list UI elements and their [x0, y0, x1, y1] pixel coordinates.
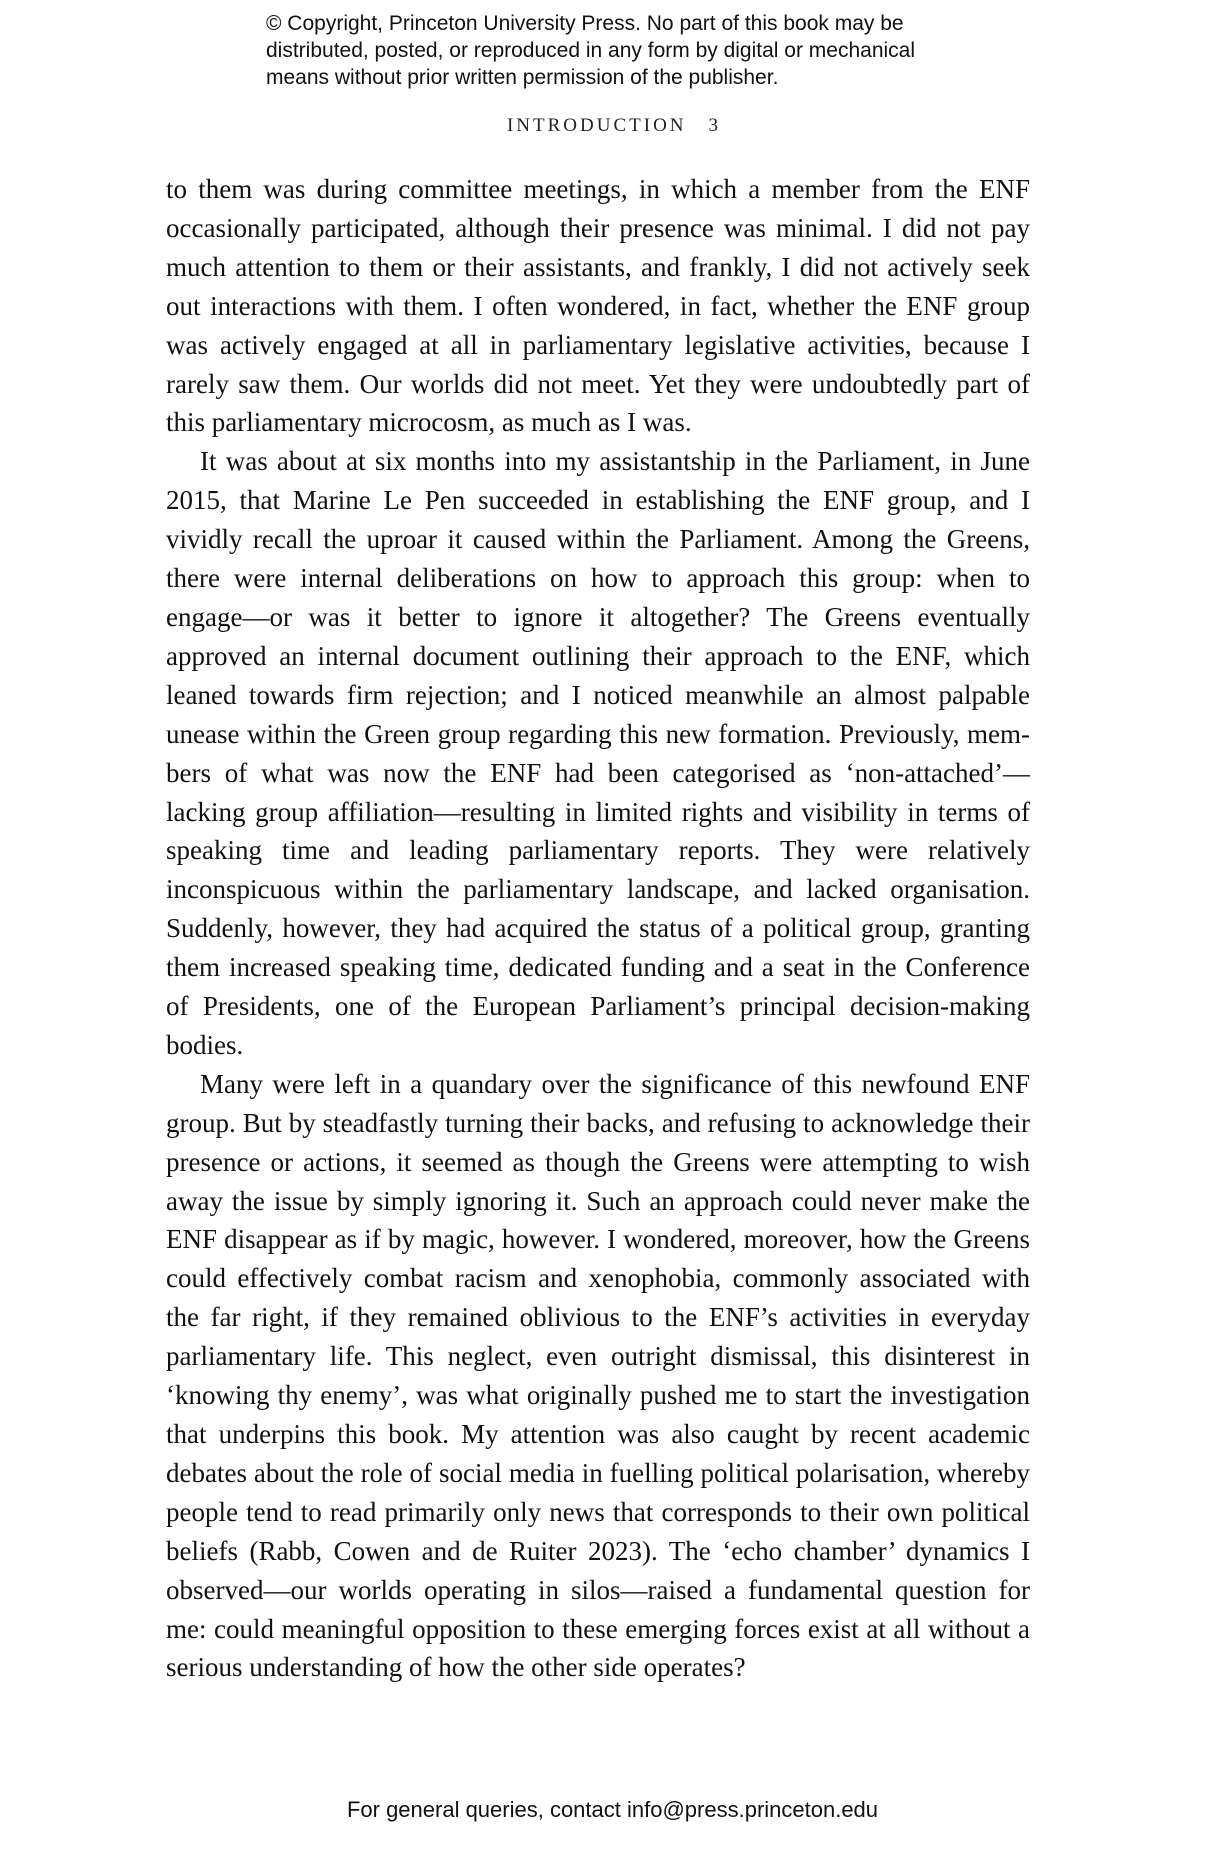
body-text: [166, 170, 1030, 1687]
copyright-line: means without prior written permission of the publisher.: [266, 66, 779, 89]
paragraph: It was about at six months into my assistantship in the Parliament, in June 2015, that Marine Le Pen succeeded in establishing the ENF group, and I vividly recall the uproar it caused within the Parliament. Among the Greens, there were internal deliberations on how to approach this group: when to engage—or was it better to ignore it altogether? The Greens eventually approved an internal document outlining their approach to the ENF, which leaned towards firm rejection; and I noticed meanwhile an almost palpable unease within the Green group regarding this new formation. Previously, members of what was now the ENF had been categorised as ‘non-attached’—lacking group affiliation—resulting in limited rights and visibility in terms of speaking time and leading parliamentary reports. They were relatively inconspicuous within the parliamentary landscape, and lacked organisation. Suddenly, however, they had acquired the status of a political group, granting them increased speaking time, dedicated funding and a seat in the Conference of Presidents, one of the European Parliament’s principal decision-making bodies.: [166, 446, 1030, 1060]
copyright-line: distributed, posted, or reproduced in any form by digital or mechanical: [266, 39, 916, 62]
paragraph: Many were left in a quandary over the significance of this newfound ENF group. But by steadfastly turning their backs, and refusing to acknowledge their presence or actions, it seemed as though the Greens were attempting to wish away the issue by simply ignoring it. Such an approach could never make the ENF disappear as if by magic, however. I wondered, moreover, how the Greens could effectively combat racism and xenophobia, commonly associated with the far right, if they remained oblivious to the ENF’s activities in everyday parliamentary life. This neglect, even outright dismissal, this disinterest in ‘knowing thy enemy’, was what originally pushed me to start the investigation that underpins this book. My attention was also caught by recent academic debates about the role of social media in fuelling political polarisation, whereby people tend to read primarily only news that corresponds to their own political beliefs (Rabb, Cowen and de Ruiter 2023). The ‘echo chamber’ dynamics I observed—our worlds operating in silos—raised a fundamental question for me: could meaningful opposition to these emerging forces exist at all without a serious understanding of how the other side operates?: [166, 1068, 1030, 1683]
copyright-notice: [266, 10, 1026, 91]
paragraph: to them was during committee meetings, in which a member from the ENF occasionally participated, although their presence was minimal. I did not pay much attention to them or their assistants, and frankly, I did not actively seek out interactions with them. I often wondered, in fact, whether the ENF group was actively engaged at all in parliamentary legislative activities, because I rarely saw them. Our worlds did not meet. Yet they were undoubtedly part of this parliamentary microcosm, as much as I was.: [166, 174, 1030, 438]
running-head-title: INTRODUCTION: [506, 115, 687, 136]
running-head: [0, 115, 1225, 137]
copyright-line: © Copyright, Princeton University Press. No part of this book may be: [266, 12, 904, 35]
page-number: 3: [708, 115, 719, 136]
footer-contact: For general queries, contact info@press.princeton.edu: [346, 1797, 879, 1822]
